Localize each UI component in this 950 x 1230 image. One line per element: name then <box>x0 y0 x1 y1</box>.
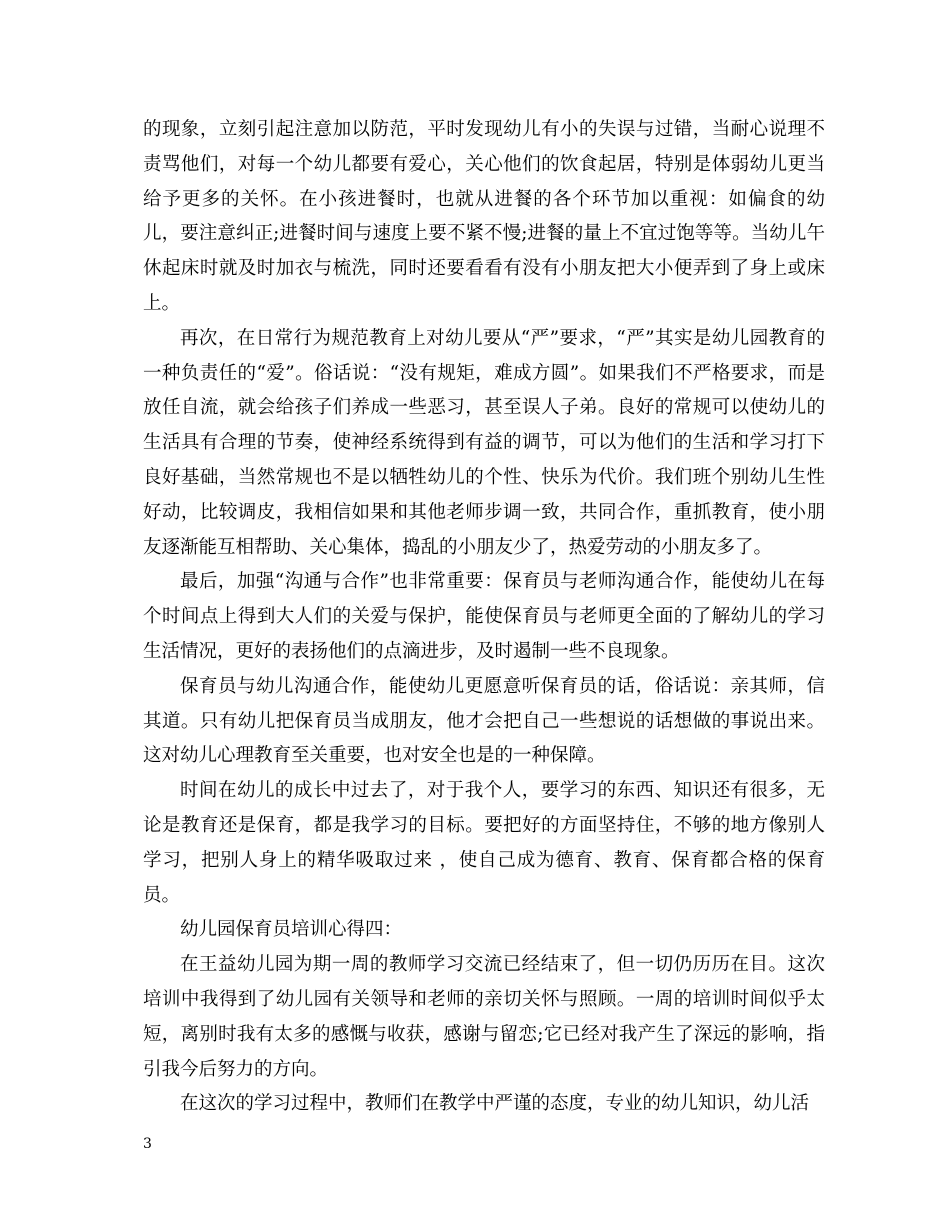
paragraph-2: 再次，在日常行为规范教育上对幼儿要从“严”要求，“严”其实是幼儿园教育的一种负责任的“爱”。俗话说：“没有规矩，难成方圆”。如果我们不严格要求，而是放任自流，就会给孩子们养成一些恶习，甚至误人子弟。良好的常规可以使幼儿的生活具有合理的节奏，使神经系统得到有益的调节，可以为他们的生活和学习打下良好基础，当然常规也不是以牺牲幼儿的个性、快乐为代价。我们班个别幼儿生性好动，比较调皮，我相信如果和其他老师步调一致，共同合作，重抓教育，使小朋友逐渐能互相帮助、关心集体，捣乱的小朋友少了，热爱劳动的小朋友多了。 <box>143 327 825 558</box>
section-heading: 幼儿园保育员培训心得四： <box>180 919 403 941</box>
page-number: 3 <box>143 1136 152 1152</box>
paragraph-1: 的现象，立刻引起注意加以防范，平时发现幼儿有小的失误与过错，当耐心说理不责骂他们，对每一个幼儿都要有爱心，关心他们的饮食起居，特别是体弱幼儿更当给予更多的关怀。在小孩进餐时，也就从进餐的各个环节加以重视：如偏食的幼儿，要注意纠正;进餐时间与速度上要不紧不慢;进餐的量上不宜过饱等等。当幼儿午休起床时就及时加衣与梳洗，同时还要看看有没有小朋友把大小便弄到了身上或床上。 <box>143 119 825 314</box>
document-body <box>143 113 825 1122</box>
paragraph-5: 时间在幼儿的成长中过去了，对于我个人，要学习的东西、知识还有很多，无论是教育还是保育，都是我学习的目标。要把好的方面坚持住，不够的地方像别人学习，把别人身上的精华吸取过来 ，使自己成为德育、教育、保育都合格的保育员。 <box>143 780 825 906</box>
paragraph-6: 在王益幼儿园为期一周的教师学习交流已经结束了，但一切仍历历在目。这次培训中我得到了幼儿园有关领导和老师的亲切关怀与照顾。一周的培训时间似乎太短，离别时我有太多的感慨与收获，感谢与留恋;它已经对我产生了深远的影响，指引我今后努力的方向。 <box>143 954 825 1080</box>
paragraph-7: 在这次的学习过程中，教师们在教学中严谨的态度，专业的幼儿知识，幼儿活 <box>180 1093 810 1115</box>
paragraph-4: 保育员与幼儿沟通合作，能使幼儿更愿意听保育员的话，俗话说：亲其师，信其道。只有幼儿把保育员当成朋友，他才会把自己一些想说的话想做的事说出来。这对幼儿心理教育至关重要，也对安全也是的一种保障。 <box>143 675 825 767</box>
paragraph-3: 最后，加强“沟通与合作”也非常重要：保育员与老师沟通合作，能使幼儿在每个时间点上得到大人们的关爱与保护，能使保育员与老师更全面的了解幼儿的学习生活情况，更好的表扬他们的点滴进步，及时遏制一些不良现象。 <box>143 571 825 662</box>
